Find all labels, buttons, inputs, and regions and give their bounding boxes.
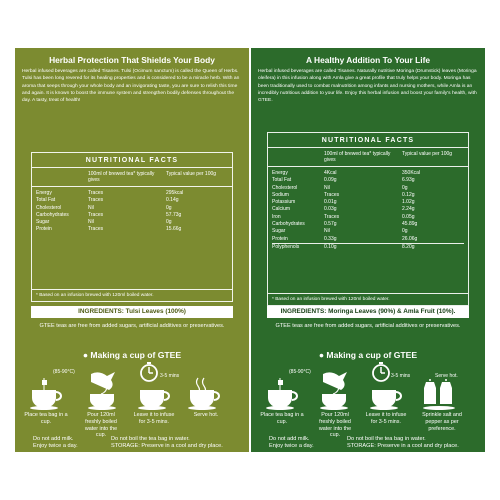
table-row: Cholesterol Nil 0g [272, 184, 408, 191]
step-3-caption: Leave it to infuse for 3-5 mins. [133, 412, 175, 425]
table-row: Polyphenols 0.10g 8.20g [272, 243, 464, 250]
leaf-dot-icon: ● [318, 350, 325, 360]
free-from-text: GTEE teas are free from added sugars, artificial additives or preservatives. [39, 323, 225, 329]
nutrition-facts-table [267, 132, 469, 306]
timer-icon [371, 362, 391, 382]
temperature-label: (85-90°C) [289, 369, 311, 375]
infusing-cup-icon [369, 382, 403, 410]
nutrition-header [32, 168, 232, 187]
leaf-dot-icon: ● [82, 350, 89, 360]
table-row: Energy Traces 295kcal [36, 190, 184, 196]
nutrition-facts-table [31, 152, 233, 302]
table-row: Total Fat 0.09g 6.93g [272, 177, 415, 184]
table-row: Sugar Nil 0g [272, 228, 408, 235]
col-per100-header: Typical value per 100g [402, 151, 453, 157]
col-per100-header: Typical value per 100g [166, 171, 217, 177]
panel-title: Herbal Protection That Shields Your Body [49, 55, 215, 65]
nutrition-title: NUTRITIONAL FACTS [32, 155, 232, 168]
usage-notes: Do not add milk. Do not boil the tea bag in water. Enjoy twice a day. STORAGE: Preserve in a cool and dry place. [33, 436, 223, 450]
tea-bag-cup-icon [265, 378, 299, 410]
step-2-caption: Pour 120ml freshly boiled water into the cup. [318, 412, 352, 439]
usage-notes: Do not add milk. Do not boil the tea bag in water. Enjoy twice a day. STORAGE: Preserve in a cool and dry place. [269, 436, 459, 450]
step-1-caption: Place tea bag in a cup. [260, 412, 304, 425]
table-row: Sodium Traces 0.12g [272, 191, 415, 198]
making-title: ● Making a cup of GTEE [318, 350, 418, 360]
ingredients-banner: INGREDIENTS: Tulsi Leaves (100%) [31, 306, 233, 318]
step-2-caption: Pour 120ml freshly boiled water into the cup. [84, 412, 118, 439]
time-label: 3-5 mins [160, 373, 180, 379]
table-row: Sugar Nil 0g [36, 219, 172, 226]
free-from-text: GTEE teas are free from added sugars, artificial additives or preservatives. [275, 323, 461, 329]
hot-tea-icon [187, 376, 221, 410]
tulsi-panel [15, 48, 249, 452]
table-row: Protein 0.33g 26.06g [272, 235, 418, 242]
table-row: Potassium 0.01g 1.02g [272, 199, 415, 206]
kettle-pour-icon [317, 370, 353, 410]
step-4-caption: Sprinkle salt and pepper as per preference. [422, 412, 462, 432]
salt-pepper-icon [421, 378, 461, 410]
col-brewed-header: 100ml of brewed tea* typically gives [324, 151, 391, 163]
step-1-caption: Place tea bag in a cup. [24, 412, 68, 425]
panel-title: A Healthy Addition To Your Life [305, 55, 431, 65]
table-row: Calcium 0.03g 2.24g [272, 206, 415, 213]
table-row: Cholesterol Nil 0g [36, 204, 172, 211]
col-brewed-header: 100ml of brewed tea* typically gives [88, 171, 155, 183]
table-row: Protein Traces 15.66g [36, 226, 182, 233]
table-row: Carbohydrates Traces 57.73g [36, 211, 182, 218]
panel-intro: Herbal infused beverages are called Tisanes. Naturally nutritive Moringa (Drumstick) leaves (Moringa oleifera) in this infusion along with Amla give a great profile that truly helps your body. Moringa has been traditionally used to combat malnutrition among infants and nursing mothers, while Amla is an incredibly nutritious addition to your life. Enjoy this herbal infusion and boost your family's health, with GTEE. [258, 69, 477, 103]
table-row: Iron Traces 0.05g [272, 213, 415, 220]
making-title: ● Making a cup of GTEE [82, 350, 182, 360]
nutrition-footnote: * Based on an infusion brewed with 120ml boiled water. [272, 297, 390, 302]
time-label: 3-5 mins [391, 373, 411, 379]
tea-bag-cup-icon [29, 378, 63, 410]
table-row: Carbohydrates 0.57g 45.89g [272, 221, 418, 228]
nutrition-title: NUTRITIONAL FACTS [268, 135, 468, 148]
timer-icon [139, 362, 159, 382]
table-row: Total Fat Traces 0.14g [36, 197, 179, 204]
infusing-cup-icon [137, 382, 171, 410]
moringa-panel [251, 48, 485, 452]
table-row: Energy 4Kcal 350Kcal [272, 170, 421, 176]
serve-label: Serve hot. [435, 373, 458, 379]
step-3-caption: Leave it to infuse for 3-5 mins. [365, 412, 407, 425]
ingredients-banner: INGREDIENTS: Moringa Leaves (90%) & Amla Fruit (10%). [267, 306, 469, 318]
kettle-pour-icon [85, 370, 121, 410]
nutrition-header [268, 148, 468, 167]
step-4-caption: Serve hot. [193, 412, 219, 418]
temperature-label: (85-90°C) [53, 369, 75, 375]
panel-intro: Herbal infused beverages are called Tisanes. Tulsi (Ocimum sanctum) is called the Queen of Herbs. Tulsi has been long revered for its healing properties and is considered to be a miracle herb. With an aroma that seeps through your whole body and an invigorating taste, you are sure to relish this time and again. It is known to boost the immune system and strengthen bodily defenses throughout the day. A tasty, treat of health! [22, 69, 240, 103]
nutrition-footnote: * Based on an infusion brewed with 120ml boiled water. [36, 293, 154, 298]
